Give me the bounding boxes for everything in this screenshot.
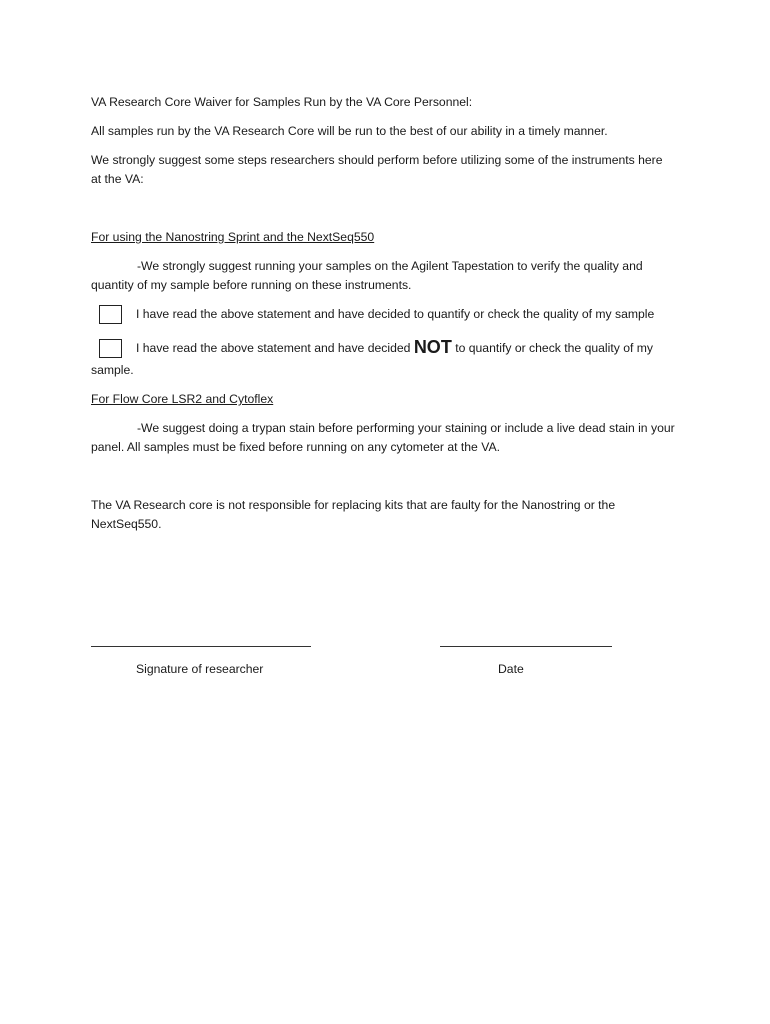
signature-label: Signature of researcher xyxy=(136,662,264,676)
signature-line[interactable] xyxy=(91,646,311,647)
waiver-title: VA Research Core Waiver for Samples Run by the VA Core Personnel: xyxy=(91,95,473,109)
checkbox-will-quantify[interactable] xyxy=(99,305,122,324)
paragraph-timely: All samples run by the VA Research Core will be run to the best of our ability in a timely manner. xyxy=(91,124,608,138)
option-text-pre: I have read the above statement and have decided xyxy=(136,341,414,355)
checkbox-will-not-quantify[interactable] xyxy=(99,339,122,358)
emphasis-not: NOT xyxy=(413,337,452,357)
section-heading-nanostring: For using the Nanostring Sprint and the NextSeq550 xyxy=(91,230,375,244)
option-will-not-quantify-continued: sample. xyxy=(91,363,134,377)
option-will-quantify-label: I have read the above statement and have decided to quantify or check the quality of my sample xyxy=(136,307,655,321)
date-line[interactable] xyxy=(440,646,612,647)
date-label: Date xyxy=(498,662,524,676)
section-body-flow: -We suggest doing a trypan stain before performing your staining or include a live dead stain in your panel. All samples must be fixed before running on any cytometer at the VA. xyxy=(91,421,675,454)
paragraph-suggest: We strongly suggest some steps researchers should perform before utilizing some of the instruments here at the VA: xyxy=(91,153,663,186)
disclaimer-paragraph: The VA Research core is not responsible for replacing kits that are faulty for the Nanostring or the NextSeq550. xyxy=(91,498,616,531)
option-will-not-quantify-label xyxy=(136,338,653,358)
option-text-post: to quantify or check the quality of my xyxy=(451,341,654,355)
section-body-nanostring: -We strongly suggest running your samples on the Agilent Tapestation to verify the quality and quantity of my sample before running on these instruments. xyxy=(91,259,643,292)
section-heading-flow: For Flow Core LSR2 and Cytoflex xyxy=(91,392,274,406)
